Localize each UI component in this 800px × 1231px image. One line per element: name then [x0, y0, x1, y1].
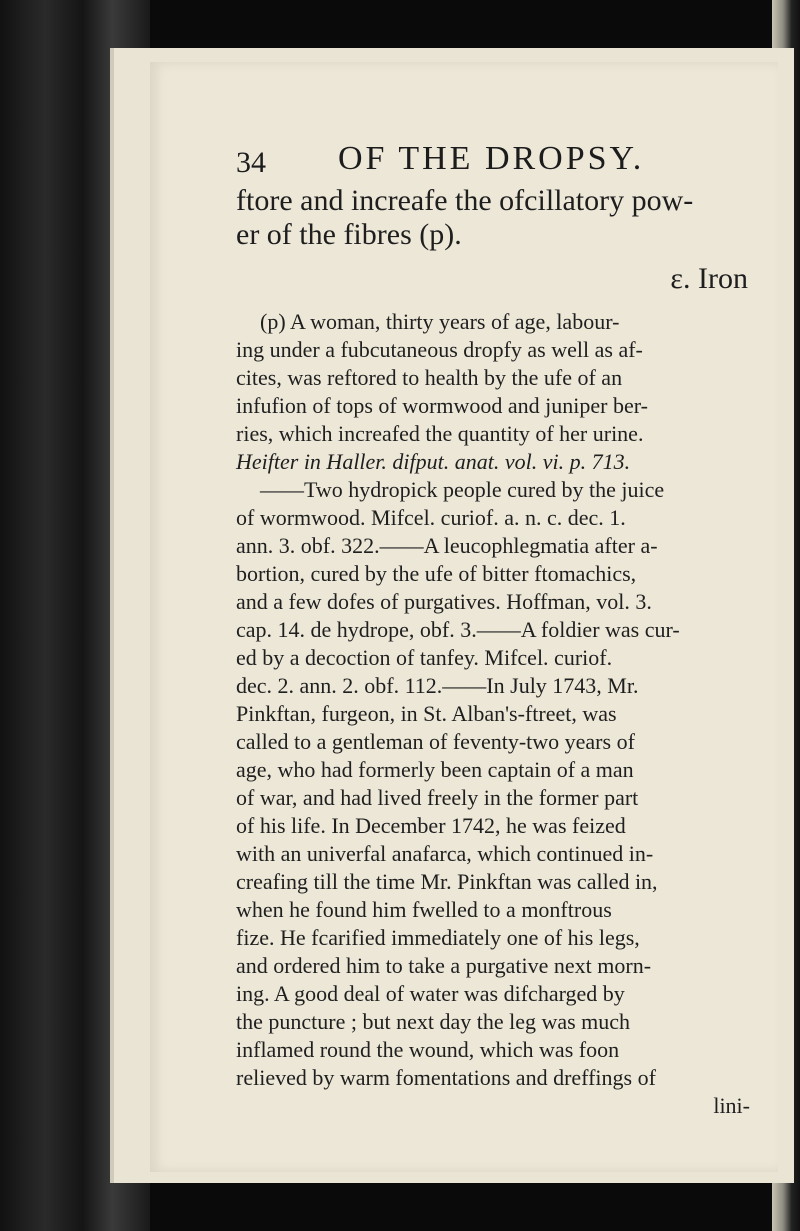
footnote	[236, 308, 756, 1120]
footnote-line: ed by a decoction of tanfey. Mifcel. curiof.	[236, 645, 613, 670]
body-text	[236, 184, 756, 296]
running-head	[236, 140, 756, 190]
footnote-line: with an univerfal anafarca, which continued in-	[236, 841, 654, 866]
footnote-line: fize. He fcarified immediately one of his legs,	[236, 925, 640, 950]
footnote-line: inflamed round the wound, which was foon	[236, 1037, 620, 1062]
footnote-line: cap. 14. de hydrope, obf. 3.——A foldier was cur-	[236, 617, 680, 642]
footnote-line: ing. A good deal of water was difcharged by	[236, 981, 625, 1006]
section-marker: ε. Iron	[670, 262, 748, 295]
footnote-line: dec. 2. ann. 2. obf. 112.——In July 1743, Mr.	[236, 673, 639, 698]
footnote-line: of war, and had lived freely in the former part	[236, 785, 639, 810]
footnote-line: ann. 3. obf. 322.——A leucophlegmatia after a-	[236, 533, 658, 558]
footnote-line: of wormwood. Mifcel. curiof. a. n. c. dec. 1.	[236, 505, 626, 530]
footnote-line: age, who had formerly been captain of a man	[236, 757, 634, 782]
body-line: ftore and increafe the ofcillatory pow-	[236, 184, 694, 217]
footnote-line: Pinkftan, furgeon, in St. Alban's-ftreet, was	[236, 701, 617, 726]
catchword: lini-	[713, 1093, 750, 1118]
footnote-line: called to a gentleman of feventy-two years of	[236, 729, 635, 754]
footnote-line: creafing till the time Mr. Pinkftan was called in,	[236, 869, 658, 894]
footnote-line: (p) A woman, thirty years of age, labour-	[260, 309, 620, 334]
footnote-line: bortion, cured by the ufe of bitter ftomachics,	[236, 561, 637, 586]
footnote-line: Heifter in Haller. difput. anat. vol. vi. p. 713.	[236, 449, 631, 474]
footnote-line: infufion of tops of wormwood and juniper ber-	[236, 393, 648, 418]
footnote-line: and ordered him to take a purgative next morn-	[236, 953, 652, 978]
footnote-line: cites, was reftored to health by the ufe of an	[236, 365, 623, 390]
footnote-line: ——Two hydropick people cured by the juice	[260, 477, 665, 502]
page-number: 34	[236, 146, 266, 179]
running-head-title: OF THE DROPSY.	[338, 140, 645, 177]
footnote-line: and a few dofes of purgatives. Hoffman, vol. 3.	[236, 589, 652, 614]
footnote-line: relieved by warm fomentations and dreffings of	[236, 1065, 656, 1090]
footnote-line: ing under a fubcutaneous dropfy as well as af-	[236, 337, 643, 362]
body-line: er of the fibres (p).	[236, 218, 462, 251]
footnote-line: ries, which increafed the quantity of her urine.	[236, 421, 644, 446]
footnote-line: the puncture ; but next day the leg was much	[236, 1009, 631, 1034]
footnote-line: when he found him fwelled to a monftrous	[236, 897, 612, 922]
footnote-line: of his life. In December 1742, he was feized	[236, 813, 626, 838]
